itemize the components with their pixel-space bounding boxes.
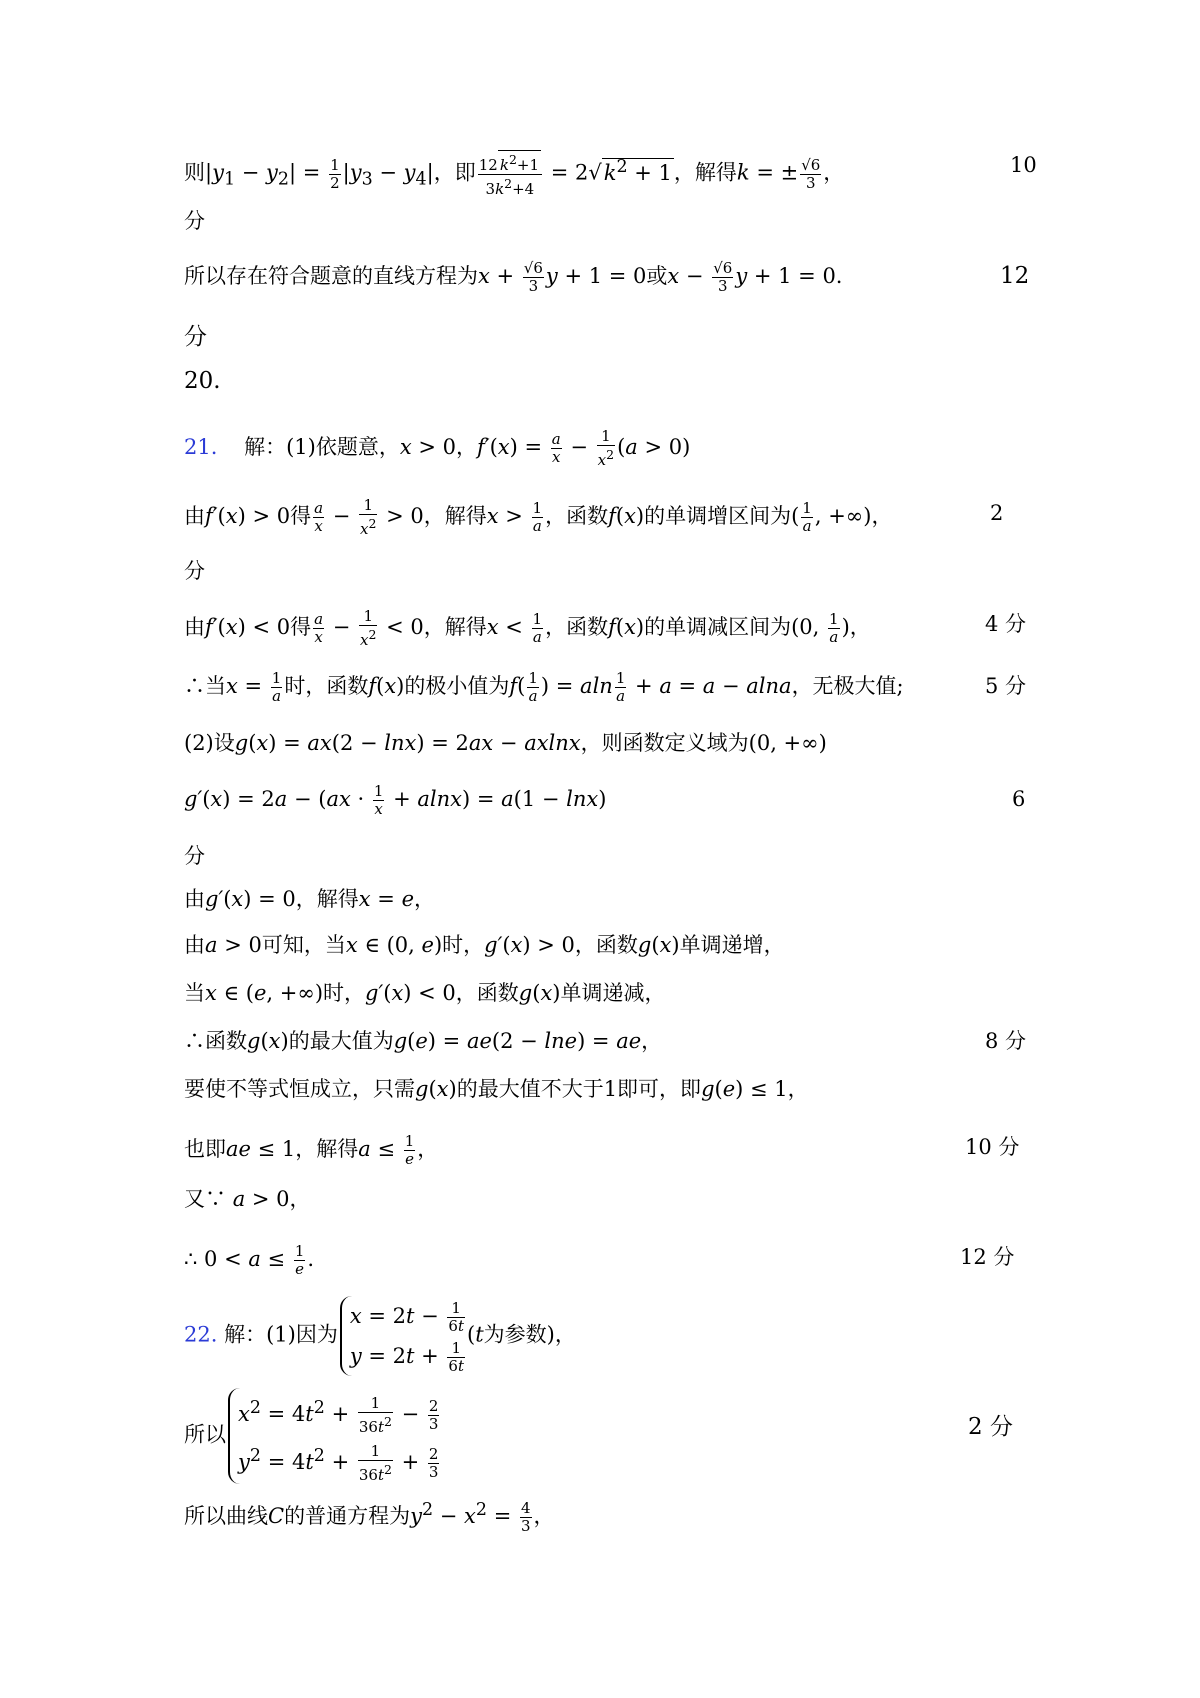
solution-line: 则$|y_1 - y_2|$ = $\frac{1}{2}$ $|y_3 - y_4|$，即 $\frac{12 k^2+1}{3k^2+4}$ = $2√k^2 + 1$，解得k = ± $\frac{√6}{3}$ ， [184,152,845,198]
solution-line: ∴当x = $\frac{1}{a}$ 时，函数f(x)的极小值为f( $\frac{1}{a}$ ) = aln $\frac{1}{a}$ + a = a − alna，无极大值; [184,669,904,705]
solution-line: 所以曲线C的普通方程为$y^2 - x^2$ = $\frac{4}{3}$ ， [184,1499,555,1535]
score-label: 10 [1010,153,1037,177]
solution-line: 由g′(x) = 0，解得x = e， [184,887,435,911]
score-label: 4 分 [985,612,1027,636]
score-label: 12 [1000,263,1030,289]
solution-line: g′(x) = 2a − (ax · $\frac{1}{x}$ + alnx) = a(1 − lnx) [184,782,607,818]
solution-line: 由f′(x) > 0得 $\frac{a}{x}$ − $\frac{1}{x^2}$ > 0，解得x > $\frac{1}{a}$ ，函数f(x)的单调增区间为( $\frac{1}{a}$ , +∞)， [184,496,893,538]
solution-line: 所以存在符合题意的直线方程为x + $\frac{√6}{3}$ y + 1 = 0或x − $\frac{√6}{3}$ y + 1 = 0. [184,259,843,295]
score-label: 2 分 [968,1414,1013,1440]
solution-line: 22. 解：(1)因为 x = 2t − $\frac{1}{6t}$ y = 2t + $\frac{1}{6t}$ (t为参数)， [184,1296,576,1376]
solution-line: 21. 解：(1)依题意，x > 0，f′(x) = $\frac{a}{x}$ − $\frac{1}{x^2}$ (a > 0) [184,427,691,469]
solution-line: 又∵ a > 0， [184,1187,311,1211]
solution-line: 当x ∈ (e, +∞)时，g′(x) < 0，函数g(x)单调递减， [184,981,666,1005]
score-label: 5 分 [985,674,1027,698]
score-label: 6 [1012,787,1026,811]
solution-line: (2)设g(x) = ax(2 − lnx) = 2ax − axlnx，则函数定义域为(0, +∞) [184,731,827,755]
solution-line: 由f′(x) < 0得 $\frac{a}{x}$ − $\frac{1}{x^2}$ < 0，解得x < $\frac{1}{a}$ ，函数f(x)的单调减区间为(0, $\frac{1}{a}$ )， [184,607,871,649]
solution-line: 也即ae ≤ 1，解得a ≤ $\frac{1}{e}$ ， [184,1132,439,1168]
score-unit: 分 [184,324,207,350]
question-number: 20. [184,368,221,394]
question-number: 21. [184,435,218,459]
score-label: 12 分 [960,1245,1015,1269]
score-unit: 分 [184,844,205,868]
score-label: 10 分 [965,1135,1020,1159]
solution-line: 所以 $x^2 = 4t^2$ + $\frac{1}{36t^2}$ − $\frac{2}{3}$ $y^2 = 4t^2$ + $\frac{1}{36t^2}$ + $\frac{2}{3}$ [184,1388,441,1484]
solution-line: ∴ 0 < a ≤ $\frac{1}{e}$ . [184,1242,315,1278]
solution-line: 由a > 0可知，当x ∈ (0, e)时，g′(x) > 0，函数g(x)单调递增， [184,933,785,957]
score-unit: 分 [184,559,205,583]
question-number: 22. [184,1322,218,1347]
score-label: 8 分 [985,1029,1027,1053]
score-unit: 分 [184,209,205,233]
solution-line: ∴函数g(x)的最大值为g(e) = ae(2 − lne) = ae， [184,1029,663,1053]
score-label: 2 [990,501,1004,525]
solution-line: 要使不等式恒成立，只需g(x)的最大值不大于1即可，即g(e) ≤ 1， [184,1077,809,1101]
